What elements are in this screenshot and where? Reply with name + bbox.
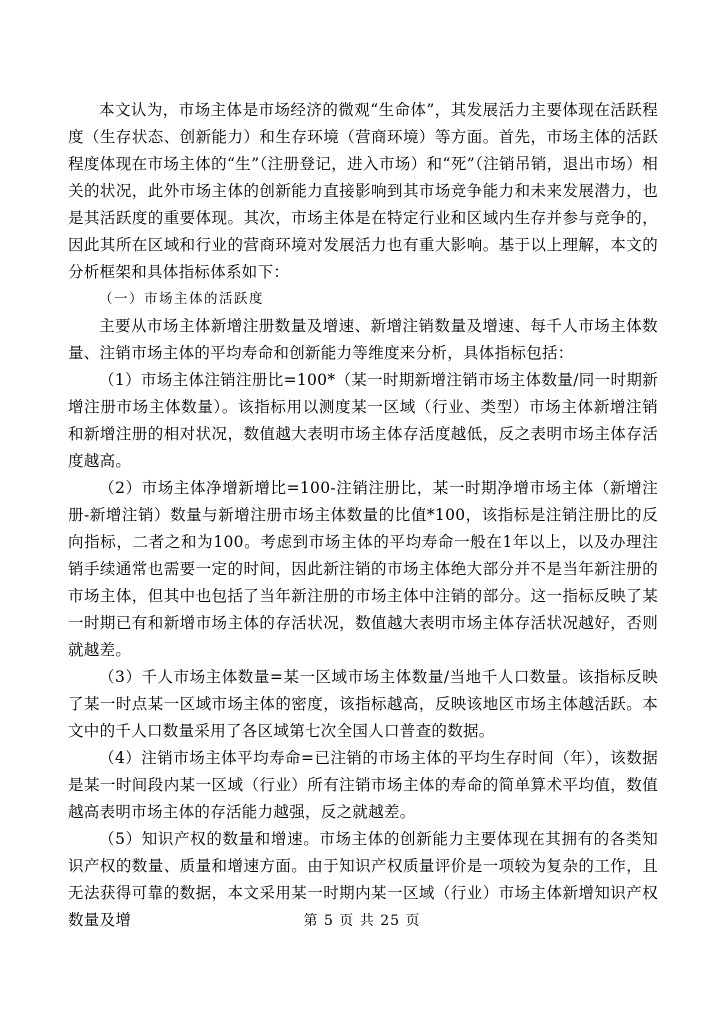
body-text [68,97,658,934]
paragraph-dimensions: 主要从市场主体新增注册数量及增速、新增注销数量及增速、每千人市场主体数量、注销市场主体的平均寿命和创新能力等维度来分析，具体指标包括： [68,317,658,362]
paragraph-indicator-3: （3）千人市场主体数量=某一区域市场主体数量/当地千人口数量。该指标反映了某一时点某一区域市场主体的密度，该指标越高，反映该地区市场主体越活跃。本文中的千人口数量采用了各区域第七次全国人口普查的数据。 [68,668,658,740]
paragraph-indicator-5: （5）知识产权的数量和增速。市场主体的创新能力主要体现在其拥有的各类知识产权的数量、质量和增速方面。由于知识产权质量评价是一项较为复杂的工作，且无法获得可靠的数据，本文采用某一时期内某一区域（行业）市场主体新增知识产权数量及增 [68,830,658,929]
paragraph-indicator-1: （1）市场主体注销注册比=100*（某一时期新增注销市场主体数量/同一时期新增注册市场主体数量）。该指标用以测度某一区域（行业、类型）市场主体新增注销和新增注册的相对状况，数值越大表明市场主体存活度越低，反之表明市场主体存活度越高。 [68,371,658,470]
paragraph-intro: 本文认为，市场主体是市场经济的微观“生命体”，其发展活力主要体现在活跃程度（生存状态、创新能力）和生存环境（营商环境）等方面。首先，市场主体的活跃程度体现在市场主体的“生”（注册登记，进入市场）和“死”（注销吊销，退出市场）相关的状况，此外市场主体的创新能力直接影响到其市场竞争能力和未来发展潜力，也是其活跃度的重要体现。其次，市场主体是在特定行业和区域内生存并参与竞争的，因此其所在区域和行业的营商环境对发展活力也有重大影响。基于以上理解，本文的分析框架和具体指标体系如下： [68,101,658,281]
paragraph-indicator-2: （2）市场主体净增新增比=100-注销注册比，某一时期净增市场主体（新增注册-新增注销）数量与新增注册市场主体数量的比值*100，该指标是注销注册比的反向指标，二者之和为100。考虑到市场主体的平均寿命一般在1年以上，以及办理注销手续通常也需要一定的时间，因此新注销的市场主体绝大部分并不是当年新注册的市场主体，但其中也包括了当年新注册的市场主体中注销的部分。这一指标反映了某一时期已有和新增市场主体的存活状况，数值越大表明市场主体存活状况越好，否则就越差。 [68,479,658,659]
paragraph-indicator-4: （4）注销市场主体平均寿命=已注销的市场主体的平均生存时间（年），该数据是某一时间段内某一区域（行业）所有注销市场主体的寿命的简单算术平均值，数值越高表明市场主体的存活能力越强，反之就越差。 [68,749,658,821]
page-number-footer: 第 5 页 共 25 页 [303,913,421,929]
section-heading: （一）市场主体的活跃度 [99,291,264,307]
